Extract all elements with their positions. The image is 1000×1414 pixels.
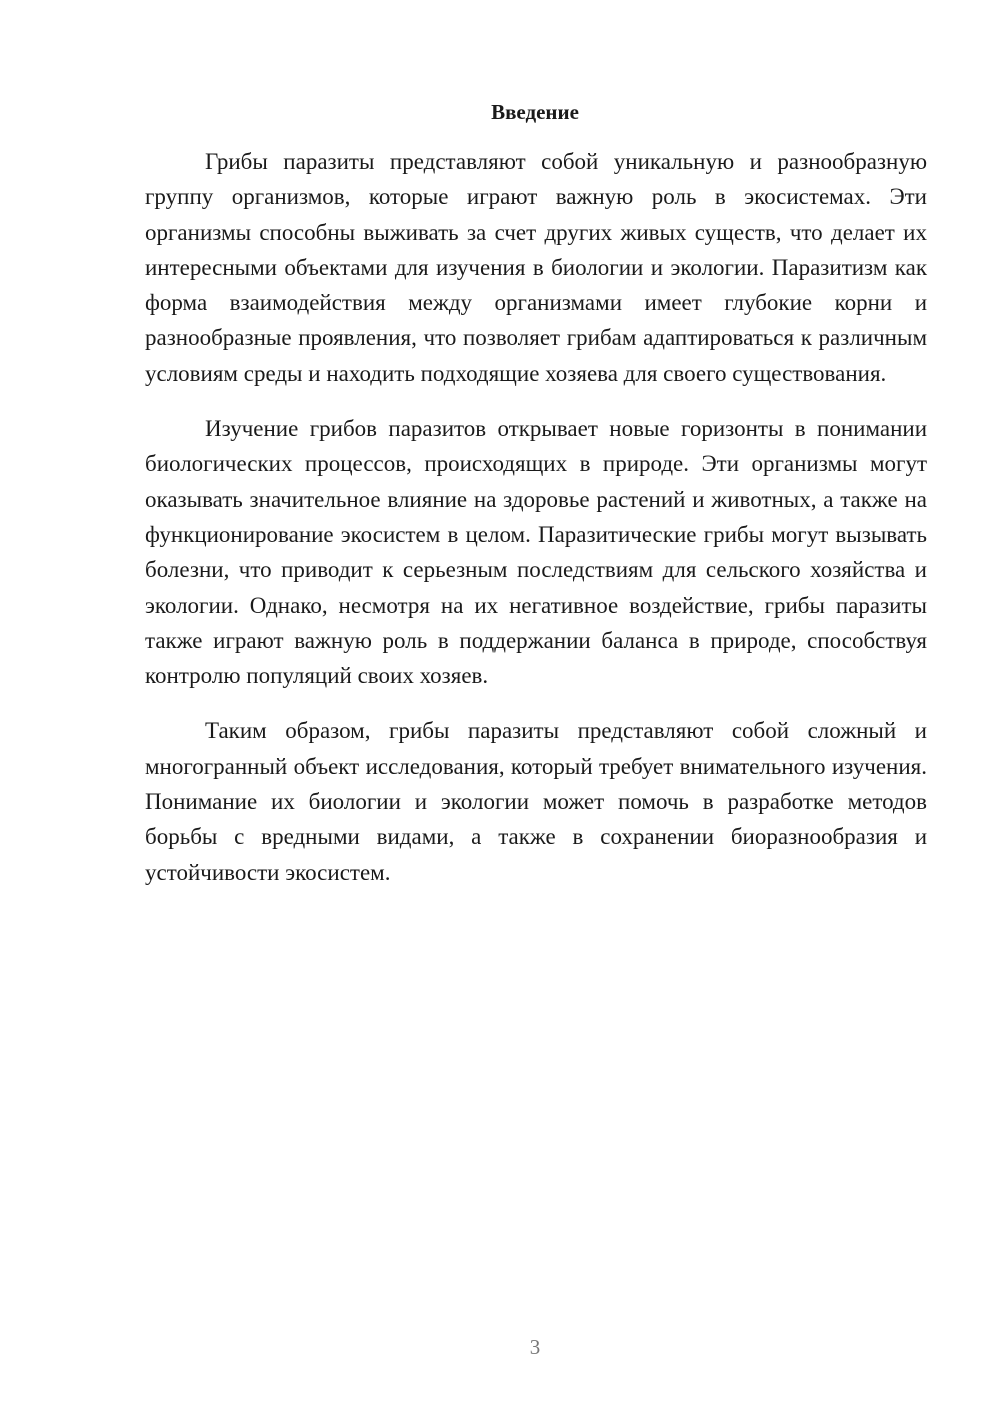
page-number: 3 xyxy=(529,1335,541,1359)
body-text xyxy=(145,144,927,910)
paragraph-2: Изучение грибов паразитов открывает новые горизонты в понимании биологических процессов, происходящих в природе. Эти организмы могут оказывать значительное влияние на здоровье растений и животных, а также на функционирование экосистем в целом. Паразитические грибы могут вызывать болезни, что приводит к серьезным последствиям для сельского хозяйства и экологии. Однако, несмотря на их негативное воздействие, грибы паразиты также играют важную роль в поддержании баланса в природе, способствуя контролю популяций своих хозяев. xyxy=(145,416,927,689)
paragraph-3: Таким образом, грибы паразиты представляют собой сложный и многогранный объект исследования, который требует внимательного изучения. Понимание их биологии и экологии может помочь в разработке методов борьбы с вредными видами, а также в сохранении биоразнообразия и устойчивости экосистем. xyxy=(145,718,927,885)
paragraph-1: Грибы паразиты представляют собой уникальную и разнообразную группу организмов, которые играют важную роль в экосистемах. Эти организмы способны выживать за счет других живых существ, что делает их интересными объектами для изучения в биологии и экологии. Паразитизм как форма взаимодействия между организмами имеет глубокие корни и разнообразные проявления, что позволяет грибам адаптироваться к различным условиям среды и находить подходящие хозяева для своего существования. xyxy=(145,149,927,386)
section-title: Введение xyxy=(491,100,579,124)
